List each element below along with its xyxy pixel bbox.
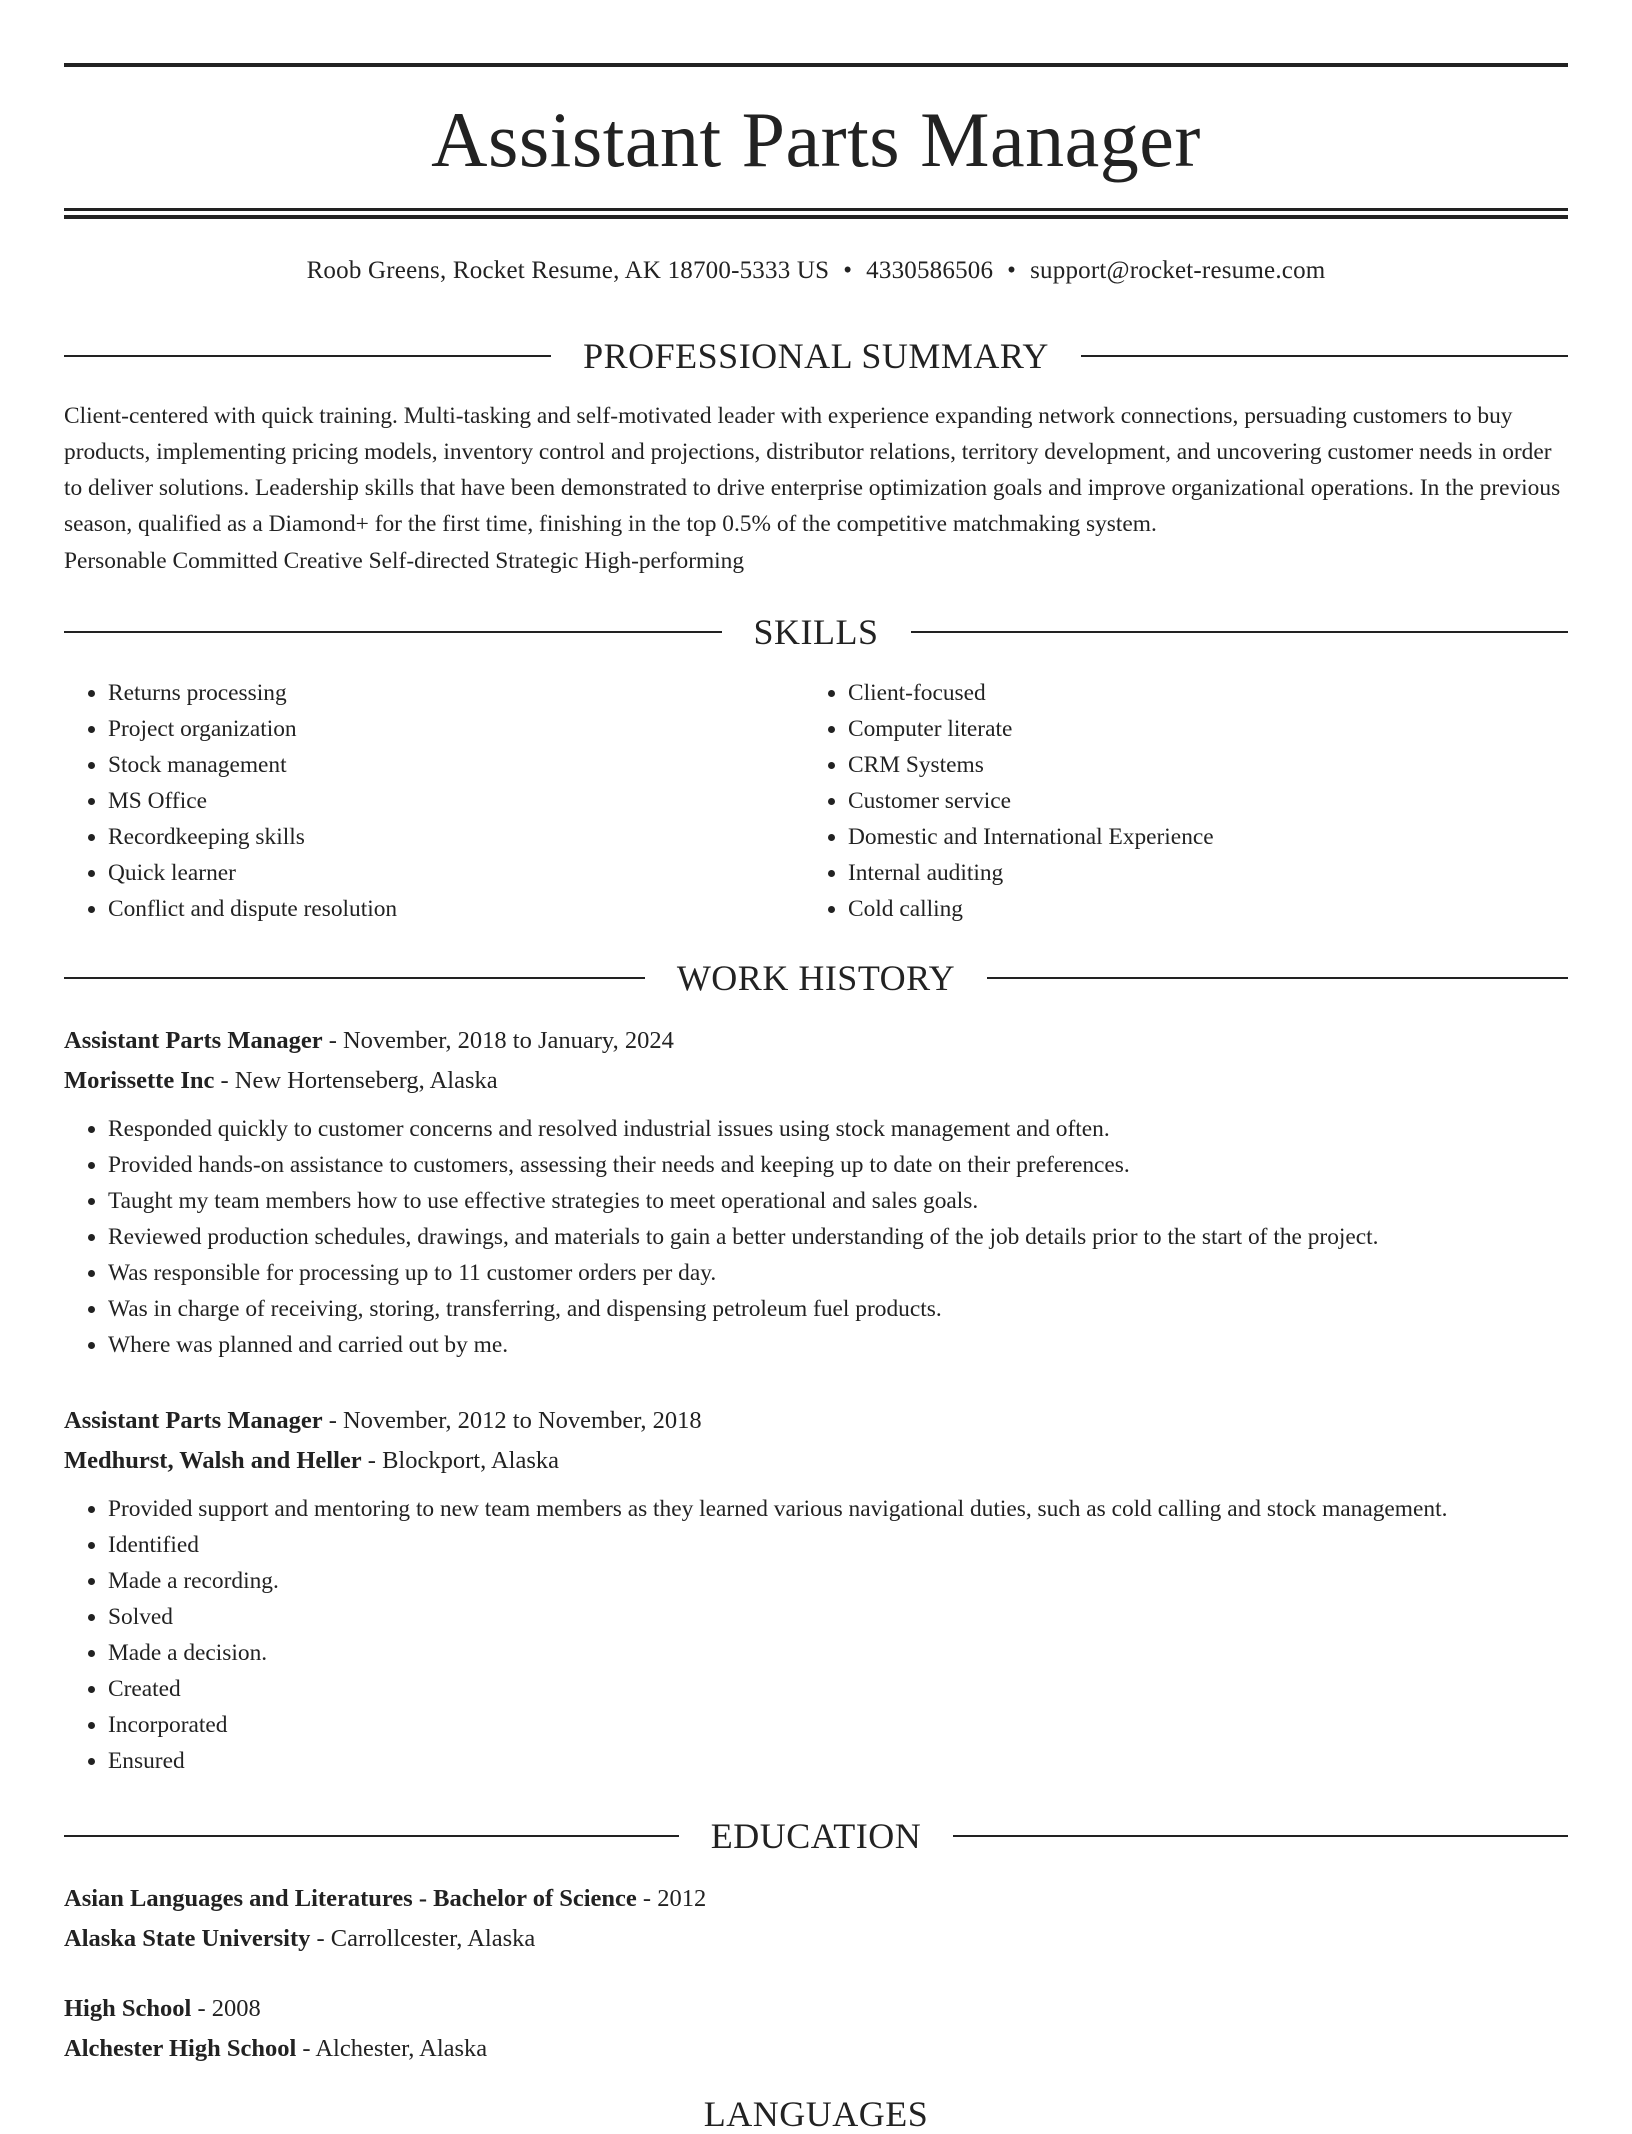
languages-heading-clip	[64, 2094, 1568, 2134]
job-dates: - November, 2012 to November, 2018	[322, 1407, 702, 1434]
work-heading	[64, 958, 1568, 998]
job-bullet: • Ensured	[108, 1743, 1568, 1779]
education-degree-line	[64, 1989, 1568, 2029]
job-bullet: • Identified	[108, 1527, 1568, 1563]
education-location: - Alchester, Alaska	[296, 2035, 488, 2062]
work-heading-label: WORK HISTORY	[676, 958, 956, 998]
education-year: - 2012	[636, 1885, 707, 1912]
education-school-line	[64, 2029, 1568, 2069]
skill-item: • Stock management	[108, 747, 806, 783]
job-bullet: • Incorporated	[108, 1707, 1568, 1743]
heading-rule-right	[987, 977, 1568, 979]
job-bullet: • Responded quickly to customer concerns and resolved industrial issues using stock management and often.	[108, 1111, 1568, 1147]
skill-item: • Conflict and dispute resolution	[108, 891, 806, 927]
title-rule-upper	[64, 208, 1568, 211]
page-title: Assistant Parts Manager	[431, 96, 1201, 183]
summary-heading	[64, 336, 1568, 376]
top-rule	[64, 63, 1568, 67]
job-bullet: • Solved	[108, 1599, 1568, 1635]
job-title-line	[64, 1401, 1568, 1441]
job-bullets	[64, 1111, 1568, 1363]
contact-phone: 4330586506	[866, 257, 994, 284]
job-company-line	[64, 1061, 1568, 1101]
skills-heading	[64, 612, 1568, 652]
contact-address: Roob Greens, Rocket Resume, AK 18700-5333 US	[306, 257, 830, 284]
heading-rule-right	[911, 631, 1569, 633]
job-bullet: • Provided hands-on assistance to customers, assessing their needs and keeping up to date on their preferences.	[108, 1147, 1568, 1183]
languages-heading	[64, 2094, 1568, 2134]
skill-item: • Cold calling	[848, 891, 1546, 927]
job-bullet: • Taught my team members how to use effective strategies to meet operational and sales goals.	[108, 1183, 1568, 1219]
heading-rule-right	[953, 1835, 1568, 1837]
job-location: - New Hortenseberg, Alaska	[214, 1067, 498, 1094]
job-bullet: • Made a decision.	[108, 1635, 1568, 1671]
heading-rule-left	[64, 1835, 679, 1837]
job-title: Assistant Parts Manager	[64, 1407, 323, 1434]
job-bullets	[64, 1491, 1568, 1779]
skills-column-left	[64, 675, 806, 927]
job-bullet: • Made a recording.	[108, 1563, 1568, 1599]
heading-rule-left	[64, 977, 645, 979]
job-title-line	[64, 1021, 1568, 1061]
job-bullet: • Provided support and mentoring to new team members as they learned various navigational duties, such as cold calling and stock management.	[108, 1491, 1568, 1527]
job-entry	[64, 1021, 1568, 1363]
languages-heading-label: LANGUAGES	[703, 2094, 929, 2134]
job-title: Assistant Parts Manager	[64, 1027, 323, 1054]
education-degree: High School	[64, 1995, 192, 2022]
job-bullet: • Where was planned and carried out by me.	[108, 1327, 1568, 1363]
job-bullet: • Reviewed production schedules, drawings, and materials to gain a better understanding of the job details prior to the start of the project.	[108, 1219, 1568, 1255]
skills-list	[64, 675, 1568, 927]
skill-item: • Computer literate	[848, 711, 1546, 747]
summary-traits: Personable Committed Creative Self-directed Strategic High-performing	[64, 548, 745, 574]
skill-item: • Project organization	[108, 711, 806, 747]
contact-separator: •	[1007, 257, 1017, 284]
education-location: - Carrollcester, Alaska	[310, 1925, 536, 1952]
job-location: - Blockport, Alaska	[361, 1447, 559, 1474]
title-rule-lower	[64, 215, 1568, 219]
skill-item: • Returns processing	[108, 675, 806, 711]
heading-rule-left	[64, 631, 722, 633]
skill-item: • Domestic and International Experience	[848, 819, 1546, 855]
skill-item: • CRM Systems	[848, 747, 1546, 783]
job-company-line	[64, 1441, 1568, 1481]
education-school: Alchester High School	[64, 2035, 297, 2062]
job-bullet: • Created	[108, 1671, 1568, 1707]
job-entry	[64, 1401, 1568, 1779]
skill-item: • MS Office	[108, 783, 806, 819]
education-heading-label: EDUCATION	[710, 1816, 922, 1856]
contact-email: support@rocket-resume.com	[1030, 257, 1326, 284]
skill-item: • Client-focused	[848, 675, 1546, 711]
education-heading	[64, 1816, 1568, 1856]
education-entry	[64, 1989, 1568, 2069]
skills-heading-label: SKILLS	[753, 612, 879, 652]
summary-heading-label: PROFESSIONAL SUMMARY	[583, 336, 1049, 376]
skills-column-right	[806, 675, 1546, 927]
skill-item: • Quick learner	[108, 855, 806, 891]
job-bullet: • Was in charge of receiving, storing, transferring, and dispensing petroleum fuel products.	[108, 1291, 1568, 1327]
contact-line	[64, 253, 1568, 289]
heading-rule-left	[64, 355, 551, 357]
summary-body	[64, 398, 1568, 579]
education-school: Alaska State University	[64, 1925, 311, 1952]
education-year: - 2008	[191, 1995, 261, 2022]
education-school-line	[64, 1919, 1568, 1959]
skill-item: • Customer service	[848, 783, 1546, 819]
education-degree: Asian Languages and Literatures - Bachelor of Science	[64, 1885, 637, 1912]
education-entry	[64, 1879, 1568, 1959]
skill-item: • Internal auditing	[848, 855, 1546, 891]
heading-rule-right	[1081, 355, 1568, 357]
summary-text: Client-centered with quick training. Multi-tasking and self-motivated leader with experience expanding network connections, persuading customers to buy products, implementing pricing models, inventory control and projections, distributor relations, territory development, and uncovering customer needs in order to deliver solutions. Leadership skills that have been demonstrated to drive enterprise optimization goals and improve organizational operations. In the previous season, qualified as a Diamond+ for the first time, finishing in the top 0.5% of the competitive matchmaking system.	[64, 403, 1561, 537]
job-company: Medhurst, Walsh and Heller	[64, 1447, 362, 1474]
job-dates: - November, 2018 to January, 2024	[322, 1027, 674, 1054]
education-degree-line	[64, 1879, 1568, 1919]
skill-item: • Recordkeeping skills	[108, 819, 806, 855]
job-company: Morissette Inc	[64, 1067, 215, 1094]
job-bullet: • Was responsible for processing up to 11 customer orders per day.	[108, 1255, 1568, 1291]
contact-separator: •	[843, 257, 853, 284]
